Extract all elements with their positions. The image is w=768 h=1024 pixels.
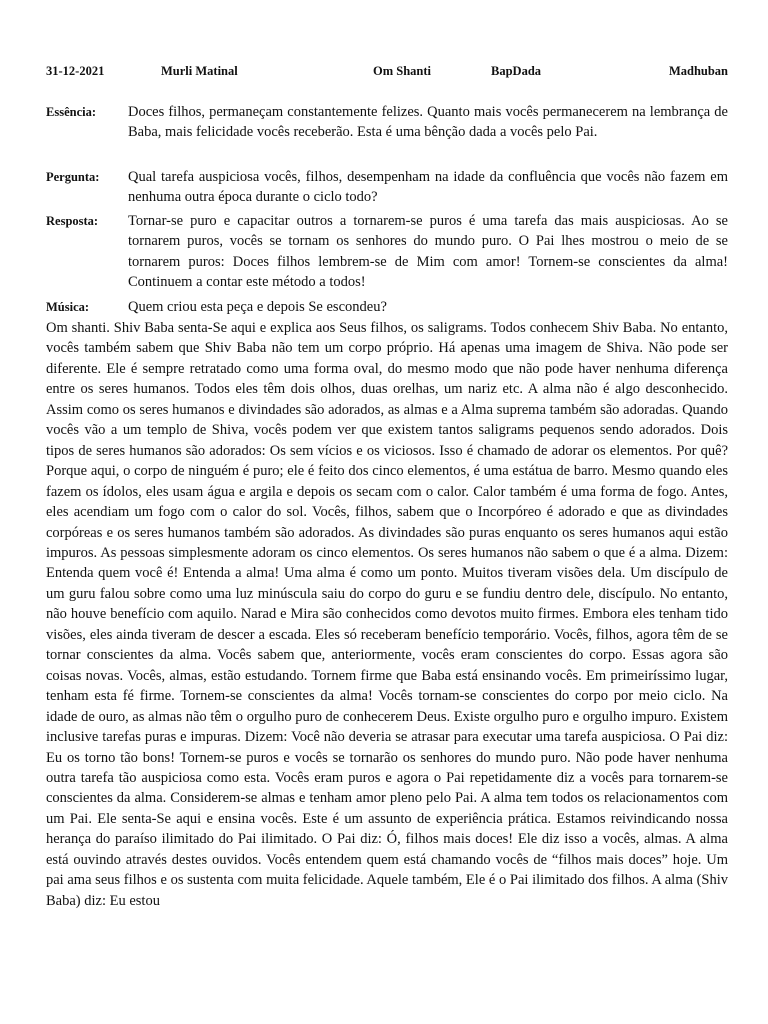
header-speaker: BapDada	[491, 64, 542, 78]
essencia-section	[46, 102, 728, 143]
musica-label: Música:	[46, 300, 90, 314]
header-date: 31-12-2021	[46, 64, 105, 78]
resposta-section	[46, 211, 728, 293]
musica-section	[46, 297, 728, 317]
header-place: Madhuban	[668, 64, 728, 78]
pergunta-section	[46, 167, 728, 208]
resposta-text: Tornar-se puro e capacitar outros a tornarem-se puros é uma tarefa das mais auspiciosas. Ao se tornarem puros, vocês se tornam os senhores do mundo puro. O Pai lhes mostrou o meio de se tornarem puros: Doces filhos lembrem-se de Mim com amor! Tornem-se conscientes da alma! Continuem a contar este método a todos!	[128, 213, 728, 291]
essencia-text: Doces filhos, permaneçam constantemente felizes. Quanto mais vocês permanecerem na lembrança de Baba, mais felicidade vocês receberão. Esta é uma bênção dada a vocês pelo Pai.	[128, 104, 728, 141]
pergunta-text: Qual tarefa auspiciosa vocês, filhos, desempenham na idade da confluência que vocês não fazem em nenhuma outra época durante o ciclo todo?	[128, 169, 728, 206]
header-title: Murli Matinal	[161, 64, 238, 78]
murli-header	[46, 64, 728, 82]
resposta-label: Resposta:	[46, 214, 99, 228]
header-om-shanti: Om Shanti	[373, 64, 432, 78]
pergunta-label: Pergunta:	[46, 170, 100, 184]
murli-body-text: Om shanti. Shiv Baba senta-Se aqui e explica aos Seus filhos, os saligrams. Todos conhecem Shiv Baba. No entanto, vocês também sabem que Shiv Baba não tem um corpo próprio. Há apenas uma imagem de Shiva. Não pode ser diferente. Ele é sempre retratado como uma forma oval, do mesmo modo que não pode haver nenhuma diferença entre os seres humanos. Todos eles têm dois olhos, duas orelhas, um nariz etc. A alma não é algo desconhecido. Assim como os seres humanos e divindades são adorados, as almas e a Alma suprema também são adoradas. Quando vocês vão a um templo de Shiva, vocês podem ver que existem tantos saligrams pequenos sendo adorados. Dois tipos de seres humanos são adorados: Os sem vícios e os viciosos. Isso é chamado de adorar os elementos. Por quê? Porque aqui, o corpo de ninguém é puro; ele é feito dos cinco elementos, é uma estátua de barro. Mesmo quando eles fazem os ídolos, eles usam água e argila e depois os secam com o calor. Calor também é uma forma de fogo. Antes, eles acendiam um fogo com o calor do sol. Vocês, filhos, sabem que o Incorpóreo é adorado e que as divindades corpóreas e os seres humanos também são adorados. As divindades são puras enquanto os seres humanos aqui estão impuros. As pessoas simplesmente adoram os cinco elementos. Os seres humanos não sabem o que é a alma. Dizem: Entenda quem você é! Entenda a alma! Uma alma é como um ponto. Muitos tiveram visões dela. Um discípulo de um guru falou sobre como uma luz minúscula saiu do corpo do guru e se fundiu dentro dele, discípulo. No entanto, não houve benefício com aquilo. Narad e Mira são conhecidos como devotos muito firmes. Embora eles tenham tido visões, eles ainda tiveram de descer a escada. Eles só receberam benefício temporário. Vocês, filhos, agora têm de se tornar conscientes da alma. Vocês sabem que, anteriormente, vocês eram conscientes do corpo. Essas agora são coisas novas. Vocês, almas, estão estudando. Tornem firme que Baba está ensinando vocês. Em primeiríssimo lugar, tenham esta fé firme. Tornem-se conscientes da alma! Vocês tornam-se conscientes do corpo por meio ciclo. Na idade de ouro, as almas não têm o orgulho puro de conhecerem Deus. Existe orgulho puro e orgulho impuro. Existem inclusive tarefas puras e impuras. Dizem: Você não deveria se atrasar para executar uma tarefa auspiciosa. O Pai diz: Eu os torno tão bons! Tornem-se puros e vocês se tornarão os senhores do mundo puro. Não pode haver nenhuma outra tarefa tão auspiciosa como esta. Vocês eram puros e agora o Pai repetidamente diz a vocês para tornarem-se conscientes da alma. Considerem-se almas e tenham amor pleno pelo Pai. A alma tem todos os relacionamentos com um Pai. Ele senta-Se aqui e ensina vocês. Este é um assunto de experiência prática. Estamos reivindicando nossa herança do paraíso ilimitado do Pai ilimitado. O Pai diz: Ó, filhos mais doces! Ele diz isso a vocês, almas. A alma está ouvindo através destes ouvidos. Vocês entendem quem está chamando vocês de “filhos mais doces” hoje. Um pai ama seus filhos e os sustenta com muita felicidade. Aquele também, Ele é o Pai ilimitado dos filhos. A alma (Shiv Baba) diz: Eu estou	[46, 320, 728, 909]
essencia-label: Essência:	[46, 105, 96, 119]
musica-text: Quem criou esta peça e depois Se escondeu?	[128, 299, 387, 315]
